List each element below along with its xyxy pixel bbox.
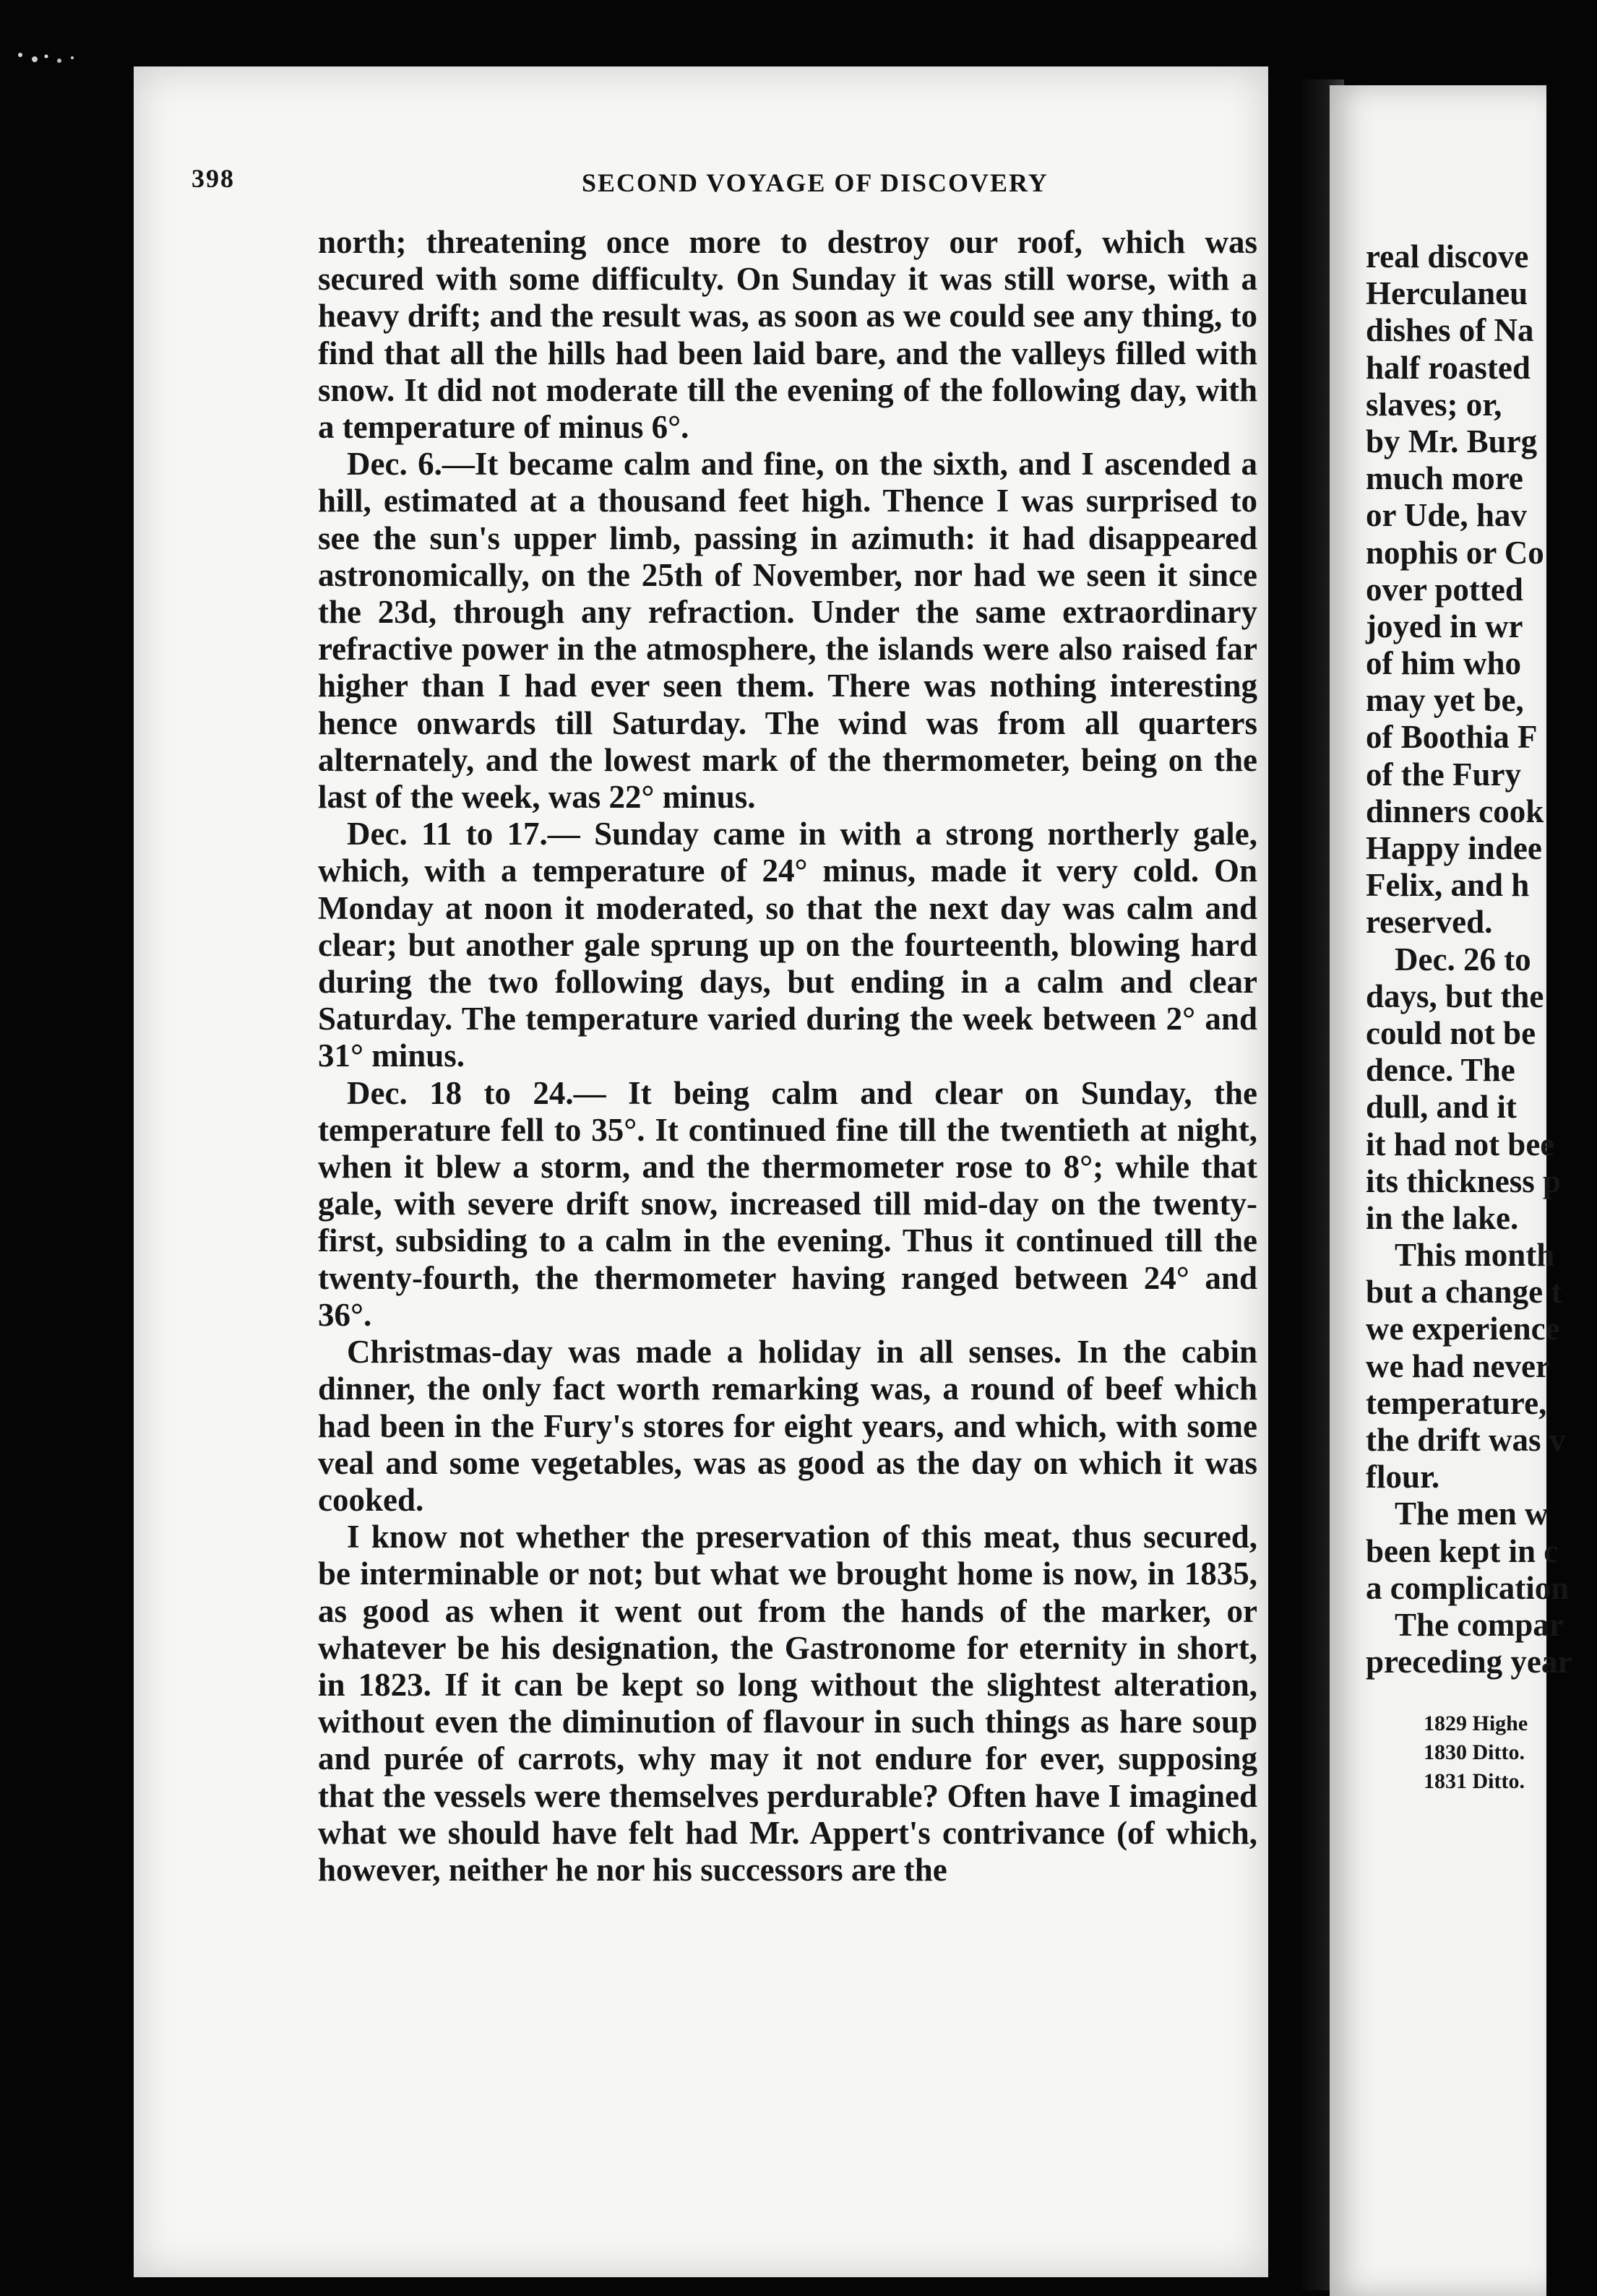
facing-line: nophis or Co — [1366, 534, 1544, 571]
paragraph-lead: Dec. 6. — [347, 446, 442, 483]
facing-line: dence. The — [1366, 1052, 1515, 1089]
facing-line: flour. — [1366, 1459, 1440, 1496]
page-header — [191, 163, 1275, 207]
facing-line: could not be — [1366, 1014, 1536, 1051]
facing-line: of Boothia F — [1366, 719, 1538, 756]
facing-line: reserved. — [1366, 904, 1493, 941]
facing-line: been kept in c — [1366, 1532, 1559, 1569]
paragraph-text: Christmas-day was made a holiday in all senses. In the cabin dinner, the only fact worth remarking was, a round of beef which had been in the Fury's stores for eight years, and which, with some veal and some vegetables, was as good as the day on which it was cooked. — [318, 1334, 1257, 1518]
facing-line: preceding year — [1366, 1644, 1572, 1680]
facing-line: the drift was v — [1366, 1422, 1566, 1458]
facing-line: dishes of Na — [1366, 312, 1534, 349]
facing-line: dull, and it — [1366, 1089, 1517, 1126]
facing-line: real discove — [1366, 238, 1529, 275]
facing-line: but a change t — [1366, 1274, 1562, 1311]
running-title: SECOND VOYAGE OF DISCOVERY — [582, 168, 1049, 197]
facing-page — [1330, 85, 1572, 2296]
paragraph — [318, 1334, 1257, 1519]
facing-line: may yet be, — [1366, 682, 1524, 719]
facing-page-text — [1366, 238, 1597, 1796]
facing-line: This month — [1395, 1237, 1555, 1274]
facing-line: its thickness p — [1366, 1162, 1562, 1199]
facing-line: days, but the — [1366, 977, 1544, 1014]
facing-line: we experience — [1366, 1311, 1560, 1347]
facing-line: it had not bee — [1366, 1126, 1555, 1162]
facing-line: by Mr. Burg — [1366, 423, 1538, 459]
facing-line: in the lake. — [1366, 1199, 1519, 1236]
paragraph — [318, 224, 1257, 446]
facing-line: slaves; or, — [1366, 386, 1502, 423]
paragraph-text: I know not whether the preservation of this meat, thus secured, be interminable or not; but what we brought home is now, in 1835, as good as when it went out from the hands of the marker, or whatever be his designation, the Gastronome for eternity in short, in 1823. If it can be kept so long without the slightest alteration, without even the diminution of flavour in such things as hare soup and purée of carrots, why may it not endure for ever, supposing that the vessels were themselves perdurable? Often have I imagined what we should have felt had Mr. Appert's contrivance (of which, however, neither he nor his successors are the — [318, 1519, 1257, 1888]
paragraph — [318, 446, 1257, 816]
paragraph-lead: Dec. 18 to 24. — [347, 1074, 574, 1111]
facing-line: of him who — [1366, 645, 1522, 682]
facing-line: Felix, and h — [1366, 867, 1530, 904]
facing-line: over potted — [1366, 571, 1523, 608]
paragraph-text: north; threatening once more to destroy our roof, which was secured with some difficulty. On Sunday it was still worse, with a heavy drift; and the result was, as soon as we could see any thing, to find that all the hills had been laid bare, and the valleys filled with snow. It did not moderate till the evening of the following day, with a temperature of minus 6°. — [318, 224, 1257, 446]
paragraph-lead: Dec. 11 to 17. — [347, 816, 548, 853]
paragraph — [318, 816, 1257, 1074]
facing-line: much more — [1366, 460, 1523, 497]
facing-spacer — [1366, 1680, 1597, 1709]
facing-line: half roasted — [1366, 349, 1531, 386]
facing-line: or Ude, hav — [1366, 497, 1527, 534]
facing-line: Dec. 26 to — [1395, 941, 1531, 977]
facing-line: Happy indee — [1366, 830, 1542, 866]
page-number: 398 — [191, 164, 235, 193]
body-text — [318, 224, 1257, 1889]
facing-line: we had never — [1366, 1347, 1550, 1384]
facing-table-row: 1831 Ditto. — [1424, 1769, 1525, 1794]
facing-line: The men w — [1395, 1496, 1549, 1532]
paragraph-text: — Sunday came in with a strong northerly gale, which, with a temperature of 24° minus, made it very cold. On Monday at noon it moderated, so that the next day was calm and clear; but another gale sprung up on the fourteenth, blowing hard during the two following days, but ending in a calm and clear Saturday. The temperature varied during the week between 2° and 31° minus. — [318, 816, 1257, 1074]
paragraph-text: —It became calm and fine, on the sixth, and I ascended a hill, estimated at a thousand feet high. Thence I was surprised to see the sun's upper limb, passing in azimuth: it had disappeared astronomically, on the 25th of November, nor had we seen it since the 23d, through any refraction. Under the same extraordinary refractive power in the atmosphere, the islands were also raised far higher than I had ever seen them. There was nothing interesting hence onwards till Saturday. The wind was from all quarters alternately, and the lowest mark of the thermometer, being on the last of the week, was 22° minus. — [318, 446, 1257, 816]
facing-line: Herculaneu — [1366, 275, 1528, 312]
facing-line: dinners cook — [1366, 793, 1544, 829]
paragraph — [318, 1075, 1257, 1334]
scan-specks — [14, 43, 130, 72]
facing-line: a complication — [1366, 1569, 1570, 1606]
facing-line: temperature, — [1366, 1384, 1547, 1421]
paragraph — [318, 1519, 1257, 1889]
facing-line: of the Fury — [1366, 756, 1521, 793]
facing-table-row: 1830 Ditto. — [1424, 1740, 1525, 1765]
facing-table-row: 1829 Highe — [1424, 1712, 1528, 1736]
facing-line: joyed in wr — [1366, 608, 1523, 644]
paragraph-text: — It being calm and clear on Sunday, the temperature fell to 35°. It continued fine till the twentieth at night, when it blew a storm, and the thermometer rose to 8°; while that gale, with severe drift snow, increased till mid-day on the twenty-first, subsiding to a calm in the evening. Thus it continued till the twenty-fourth, the thermometer having ranged between 24° and 36°. — [318, 1074, 1257, 1333]
facing-line: The compar — [1395, 1606, 1564, 1643]
